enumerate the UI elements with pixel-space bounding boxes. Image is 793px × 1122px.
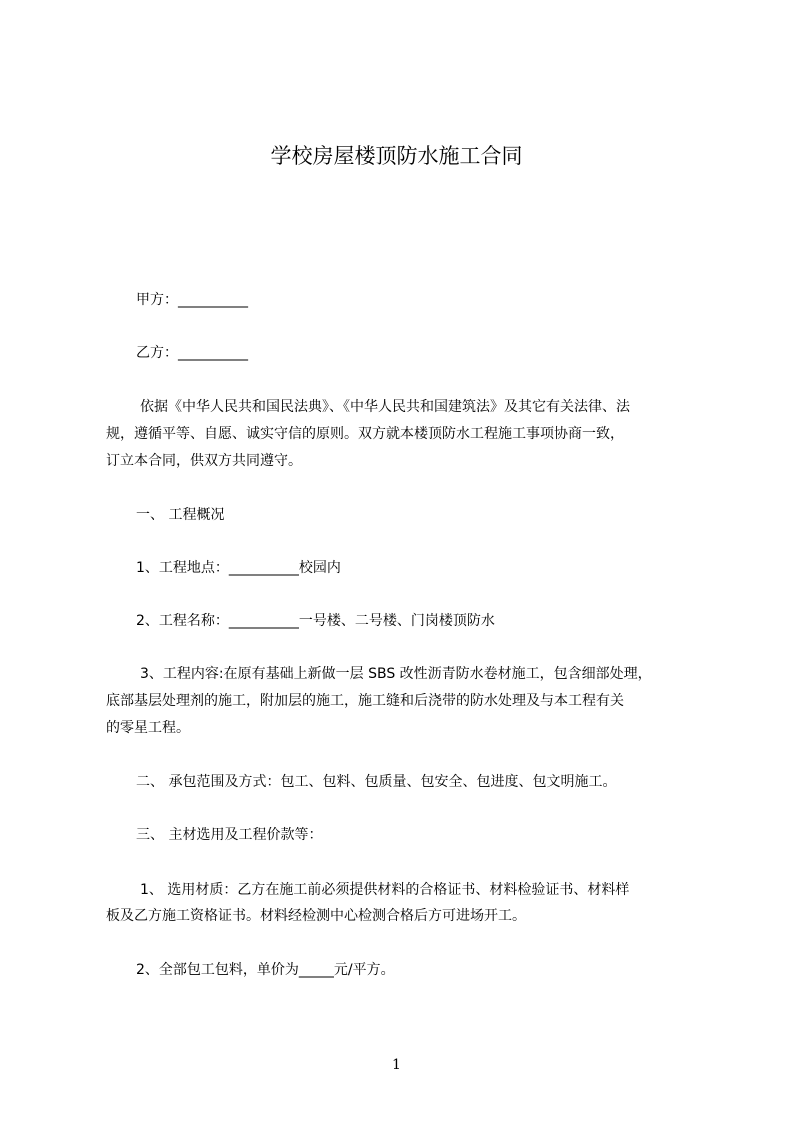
section-2-heading: 二、 承包范围及方式：包工、包料、包质量、包安全、包进度、包文明施工。 xyxy=(136,774,617,790)
project-content-line: 底部基层处理剂的施工，附加层的施工，施工缝和后浇带的防水处理及与本工程有关 xyxy=(106,693,624,709)
project-content-line: 的零星工程。 xyxy=(106,720,190,736)
document-title: 学校房屋楼顶防水施工合同 xyxy=(270,144,523,168)
materials-line: 板及乙方施工资格证书。材料经检测中心检测合格后方可进场开工。 xyxy=(106,908,526,924)
section-1-heading: 一、 工程概况 xyxy=(136,507,225,523)
page-number: 1 xyxy=(392,1057,401,1073)
project-name-line: 2、工程名称：__________一号楼、二号楼、门岗楼顶防水 xyxy=(136,613,495,629)
intro-paragraph-line: 订立本合同，供双方共同遵守。 xyxy=(106,453,302,469)
intro-paragraph-line: 规，遵循平等、自愿、诚实守信的原则。双方就本楼顶防水工程施工事项协商一致， xyxy=(106,426,624,442)
project-content-line: 3、工程内容:在原有基础上新做一层 SBS 改性沥青防水卷材施工，包含细部处理， xyxy=(140,666,652,682)
project-location-line: 1、工程地点：__________校园内 xyxy=(136,560,341,576)
unit-price-line: 2、全部包工包料，单价为_____元/平方。 xyxy=(136,962,395,978)
party-b-line: 乙方：__________ xyxy=(136,345,248,361)
party-a-line: 甲方：__________ xyxy=(136,292,248,308)
intro-paragraph-line: 依据《中华人民共和国民法典》、《中华人民共和国建筑法》及其它有关法律、法 xyxy=(140,399,630,415)
materials-line: 1、 选用材质：乙方在施工前必须提供材料的合格证书、材料检验证书、材料样 xyxy=(140,882,630,898)
section-3-heading: 三、 主材选用及工程价款等： xyxy=(136,827,323,843)
